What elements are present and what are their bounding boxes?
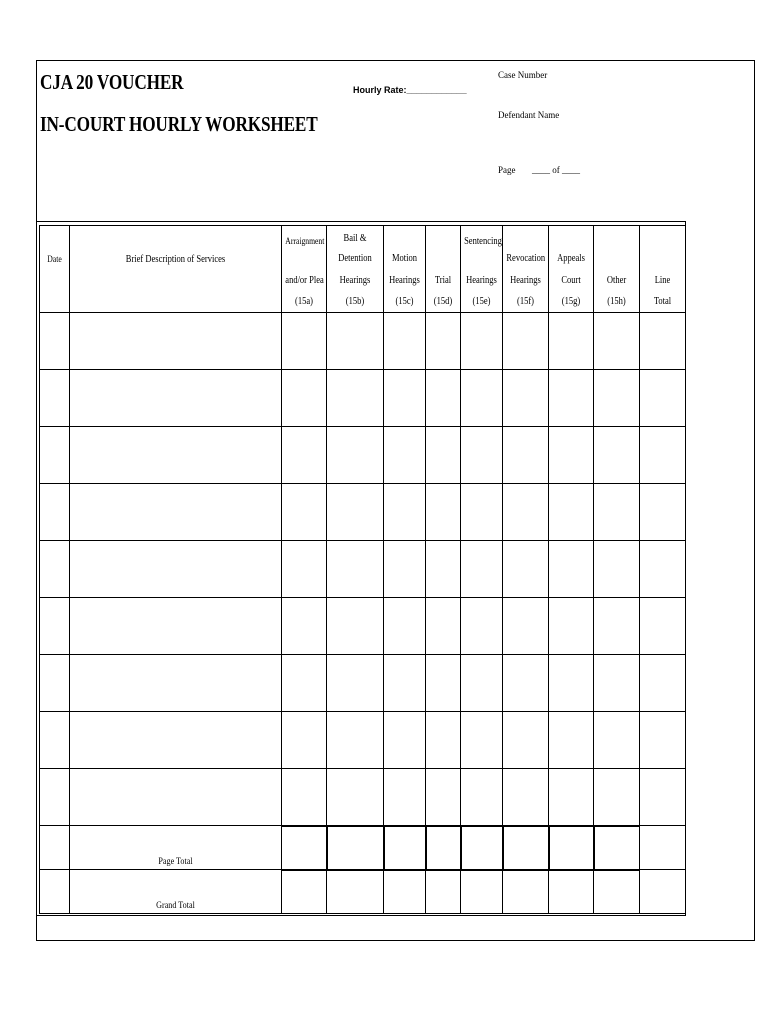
- hours-cell[interactable]: [384, 769, 426, 826]
- table-row: [40, 655, 686, 712]
- page-total-label: Page Total: [158, 856, 193, 866]
- line-total-cell[interactable]: [640, 313, 686, 370]
- grand-total-label-cell: [70, 870, 282, 914]
- hours-cell[interactable]: [384, 541, 426, 598]
- table-row: [40, 541, 686, 598]
- table-row: [40, 598, 686, 655]
- grand-total-cell[interactable]: [426, 870, 461, 914]
- hours-cell[interactable]: [426, 313, 461, 370]
- grand-total-cell[interactable]: [461, 870, 503, 914]
- description-cell[interactable]: [70, 313, 282, 370]
- date-cell: [40, 826, 70, 870]
- grand-total-cell[interactable]: [282, 870, 327, 914]
- description-cell[interactable]: [70, 769, 282, 826]
- page-total-cell[interactable]: [503, 826, 549, 870]
- col-15b: Bail & Detention Hearings (15b): [327, 226, 384, 313]
- col-15e: Sentencing Hearings (15e): [461, 226, 503, 313]
- hours-cell[interactable]: [282, 541, 327, 598]
- grand-total-cell[interactable]: [594, 870, 640, 914]
- description-cell[interactable]: [70, 655, 282, 712]
- line-total-cell[interactable]: [640, 655, 686, 712]
- hours-cell[interactable]: [549, 484, 594, 541]
- hours-cell[interactable]: [461, 712, 503, 769]
- hours-cell[interactable]: [503, 712, 549, 769]
- hours-cell[interactable]: [461, 484, 503, 541]
- hours-cell[interactable]: [594, 598, 640, 655]
- hours-cell[interactable]: [426, 655, 461, 712]
- date-cell[interactable]: [40, 313, 70, 370]
- hours-cell[interactable]: [461, 655, 503, 712]
- hours-cell[interactable]: [426, 769, 461, 826]
- col-15h: Other (15h): [594, 226, 640, 313]
- line-total-cell[interactable]: [640, 370, 686, 427]
- hours-cell[interactable]: [503, 598, 549, 655]
- date-cell[interactable]: [40, 541, 70, 598]
- hours-cell[interactable]: [461, 598, 503, 655]
- hours-cell[interactable]: [384, 712, 426, 769]
- date-cell[interactable]: [40, 769, 70, 826]
- hours-cell[interactable]: [549, 655, 594, 712]
- hours-cell[interactable]: [503, 313, 549, 370]
- hours-cell[interactable]: [282, 598, 327, 655]
- page-of-field[interactable]: ____ of ____: [532, 165, 580, 175]
- hours-cell[interactable]: [282, 769, 327, 826]
- hours-cell[interactable]: [426, 370, 461, 427]
- description-cell[interactable]: [70, 598, 282, 655]
- hours-cell[interactable]: [426, 712, 461, 769]
- line-total-cell[interactable]: [640, 541, 686, 598]
- page-total-cell[interactable]: [327, 826, 384, 870]
- date-cell[interactable]: [40, 712, 70, 769]
- grand-total-cell[interactable]: [384, 870, 426, 914]
- grand-total-cell[interactable]: [503, 870, 549, 914]
- hours-cell[interactable]: [384, 484, 426, 541]
- hours-cell[interactable]: [461, 313, 503, 370]
- hours-cell[interactable]: [594, 769, 640, 826]
- hours-cell[interactable]: [282, 313, 327, 370]
- hours-cell[interactable]: [549, 769, 594, 826]
- hours-cell[interactable]: [503, 484, 549, 541]
- hours-cell[interactable]: [461, 541, 503, 598]
- hours-cell[interactable]: [426, 598, 461, 655]
- form-subtitle: IN-COURT HOURLY WORKSHEET: [40, 112, 318, 136]
- grand-total-row: [40, 870, 686, 914]
- hours-cell[interactable]: [384, 370, 426, 427]
- line-total-cell[interactable]: [640, 769, 686, 826]
- hours-cell[interactable]: [503, 541, 549, 598]
- defendant-name-field[interactable]: Defendant Name: [498, 110, 560, 120]
- hours-cell[interactable]: [426, 541, 461, 598]
- hours-cell[interactable]: [594, 541, 640, 598]
- date-cell[interactable]: [40, 427, 70, 484]
- grand-line-total-cell[interactable]: [640, 870, 686, 914]
- hours-cell[interactable]: [384, 313, 426, 370]
- hours-cell[interactable]: [426, 427, 461, 484]
- description-cell[interactable]: [70, 427, 282, 484]
- hours-cell[interactable]: [327, 370, 384, 427]
- line-total-cell[interactable]: [640, 598, 686, 655]
- col-15c: Motion Hearings (15c): [384, 226, 426, 313]
- hours-cell[interactable]: [549, 598, 594, 655]
- hours-cell[interactable]: [503, 655, 549, 712]
- hours-cell[interactable]: [384, 655, 426, 712]
- table-row: [40, 484, 686, 541]
- line-total-cell[interactable]: [640, 712, 686, 769]
- date-cell[interactable]: [40, 484, 70, 541]
- grand-total-label: Grand Total: [156, 900, 195, 910]
- page-label: Page: [498, 165, 516, 175]
- date-cell[interactable]: [40, 655, 70, 712]
- page-total-cell[interactable]: [384, 826, 426, 870]
- case-number-field[interactable]: Case Number: [498, 70, 548, 80]
- date-cell[interactable]: [40, 370, 70, 427]
- hours-cell[interactable]: [594, 427, 640, 484]
- col-description: Brief Description of Services: [70, 226, 282, 313]
- hours-cell[interactable]: [461, 427, 503, 484]
- hours-cell[interactable]: [384, 427, 426, 484]
- hours-cell[interactable]: [282, 427, 327, 484]
- col-line-total: Line Total: [640, 226, 686, 313]
- grand-total-cell[interactable]: [549, 870, 594, 914]
- hourly-rate-field[interactable]: Hourly Rate:____________: [353, 85, 467, 95]
- col-15g: Appeals Court (15g): [549, 226, 594, 313]
- table-row: [40, 370, 686, 427]
- date-cell[interactable]: [40, 598, 70, 655]
- page-total-row: [40, 826, 686, 870]
- grand-total-cell[interactable]: [327, 870, 384, 914]
- page-line-total-cell[interactable]: [640, 826, 686, 870]
- hours-cell[interactable]: [549, 313, 594, 370]
- date-cell: [40, 870, 70, 914]
- line-total-cell[interactable]: [640, 427, 686, 484]
- col-15a: Arraignment and/or Plea (15a): [282, 226, 327, 313]
- hours-cell[interactable]: [594, 313, 640, 370]
- hours-cell[interactable]: [461, 370, 503, 427]
- hours-cell[interactable]: [461, 769, 503, 826]
- hours-cell[interactable]: [327, 712, 384, 769]
- hours-cell[interactable]: [327, 427, 384, 484]
- hours-cell[interactable]: [503, 769, 549, 826]
- hours-cell[interactable]: [503, 370, 549, 427]
- hours-cell[interactable]: [327, 484, 384, 541]
- hours-cell[interactable]: [282, 655, 327, 712]
- hours-cell[interactable]: [594, 712, 640, 769]
- table-row: [40, 769, 686, 826]
- table-row: [40, 712, 686, 769]
- hours-cell[interactable]: [327, 541, 384, 598]
- col-date: Date: [40, 226, 70, 313]
- page-total-label-cell: [70, 826, 282, 870]
- hours-cell[interactable]: [549, 370, 594, 427]
- page-total-cell[interactable]: [426, 826, 461, 870]
- description-cell[interactable]: [70, 541, 282, 598]
- table-row: [40, 313, 686, 370]
- description-cell[interactable]: [70, 712, 282, 769]
- hours-cell[interactable]: [327, 655, 384, 712]
- hours-cell[interactable]: [282, 484, 327, 541]
- hours-cell[interactable]: [549, 712, 594, 769]
- page-total-cell[interactable]: [549, 826, 594, 870]
- description-cell[interactable]: [70, 484, 282, 541]
- hours-cell[interactable]: [327, 313, 384, 370]
- col-15d: Trial (15d): [426, 226, 461, 313]
- hours-cell[interactable]: [282, 370, 327, 427]
- page-total-cell[interactable]: [461, 826, 503, 870]
- hours-cell[interactable]: [594, 484, 640, 541]
- page-total-cell[interactable]: [282, 826, 327, 870]
- hours-cell[interactable]: [384, 598, 426, 655]
- hours-cell[interactable]: [327, 769, 384, 826]
- hours-cell[interactable]: [549, 541, 594, 598]
- hours-cell[interactable]: [426, 484, 461, 541]
- hours-cell[interactable]: [282, 712, 327, 769]
- line-total-cell[interactable]: [640, 484, 686, 541]
- page-total-cell[interactable]: [594, 826, 640, 870]
- hours-cell[interactable]: [549, 427, 594, 484]
- hours-cell[interactable]: [503, 427, 549, 484]
- hours-cell[interactable]: [594, 655, 640, 712]
- hours-cell[interactable]: [327, 598, 384, 655]
- table-row: [40, 427, 686, 484]
- form-title: CJA 20 VOUCHER: [40, 70, 184, 94]
- description-cell[interactable]: [70, 370, 282, 427]
- col-15f: Revocation Hearings (15f): [503, 226, 549, 313]
- worksheet-table: [39, 225, 686, 914]
- hours-cell[interactable]: [594, 370, 640, 427]
